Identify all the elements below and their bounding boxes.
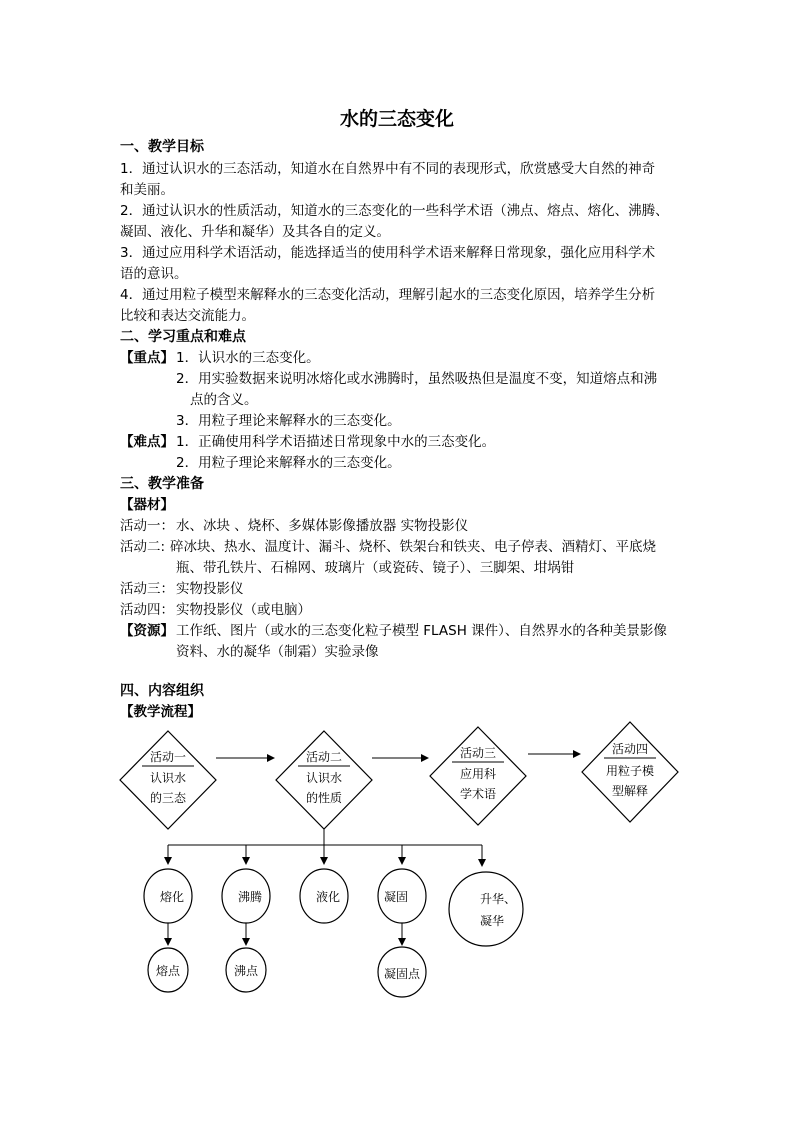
section-heading-organization: 四、内容组织 [120, 683, 204, 699]
svg-text:沸点: 沸点 [233, 964, 259, 978]
difficulty-label: 【难点】 [120, 434, 174, 450]
activity-label: 活动三： [120, 581, 174, 597]
process-circle-sublimation [449, 872, 523, 946]
svg-text:沸腾: 沸腾 [237, 890, 263, 904]
point-circle-melting-point [148, 948, 188, 992]
document-title: 水的三态变化 [339, 108, 454, 130]
diamond-label: 应用科 [459, 767, 497, 781]
point-circle-boiling-point [226, 948, 266, 992]
svg-text:液化: 液化 [315, 890, 341, 904]
diamond-label: 认识水 [305, 771, 343, 785]
section-heading-keypoints: 二、学习重点和难点 [120, 329, 246, 345]
diamond-label: 型解释 [611, 784, 649, 798]
diamond-top-label: 活动一 [149, 750, 187, 764]
activity-label: 活动四： [120, 602, 174, 618]
resources-line: 工作纸、图片（或水的三态变化粒子模型 FLASH 课件）、自然界水的各种美景影像 [176, 623, 667, 639]
activity-diamond-2 [276, 731, 372, 829]
diamond-top-label: 活动三 [459, 746, 497, 760]
point-circle-freezing-point [378, 947, 426, 997]
objective-line: 和美丽。 [120, 182, 174, 198]
activity-label: 活动一： [120, 518, 174, 534]
activity-label: 活动二: [120, 539, 166, 555]
teaching-flow-diagram [0, 700, 794, 1000]
key-line: 点的含义。 [190, 392, 258, 408]
process-circle-melting [144, 869, 192, 923]
difficulty-line: 2．用粒子理论来解释水的三态变化。 [176, 455, 401, 471]
objective-line: 1．通过认识水的三态活动，知道水在自然界中有不同的表现形式，欣赏感受大自然的神奇 [120, 161, 656, 177]
equipment-label: 【器材】 [120, 497, 174, 513]
process-circle-boiling [222, 869, 270, 923]
key-line: 2．用实验数据来说明冰熔化或水沸腾时，虽然吸热但是温度不变，知道熔点和沸 [176, 371, 658, 387]
process-circle-freezing [378, 869, 426, 923]
objective-line: 凝固、液化、升华和凝华）及其各自的定义。 [120, 224, 390, 240]
activity-items: 实物投影仪 [176, 581, 244, 597]
activity-diamond-4 [582, 722, 678, 822]
diamond-label: 的三态 [149, 791, 187, 805]
resources-line: 资料、水的凝华（制霜）实验录像 [176, 644, 379, 660]
key-label: 【重点】 [120, 350, 174, 366]
svg-text:凝固: 凝固 [383, 890, 409, 904]
diamond-label: 学术语 [459, 787, 497, 801]
svg-text:熔点: 熔点 [155, 964, 181, 978]
svg-text:升华、: 升华、 [479, 892, 517, 906]
objective-line: 3．通过应用科学术语活动，能选择适当的使用科学术语来解释日常现象，强化应用科学术 [120, 245, 656, 261]
svg-text:熔化: 熔化 [159, 890, 185, 904]
objective-line: 2．通过认识水的性质活动，知道水的三态变化的一些科学术语（沸点、熔点、熔化、沸腾、 [120, 203, 669, 219]
activity-diamond-1 [120, 731, 216, 829]
process-circle-liquefaction [300, 869, 348, 923]
section-heading-objectives: 一、教学目标 [120, 139, 204, 155]
activity-items: 瓶、带孔铁片、石棉网、玻璃片（或瓷砖、镜子）、三脚架、坩埚钳 [176, 560, 575, 576]
diamond-label: 认识水 [149, 771, 187, 785]
activity-items: 碎冰块、热水、温度计、漏斗、烧杯、铁架台和铁夹、电子停表、酒精灯、平底烧 [170, 539, 656, 555]
activity-items: 水、冰块 、烧杯、多媒体影像播放器 实物投影仪 [176, 518, 469, 534]
diamond-top-label: 活动二 [305, 750, 343, 764]
svg-text:凝固点: 凝固点 [383, 967, 421, 981]
flow-label: 【教学流程】 [120, 704, 201, 720]
diamond-label: 用粒子模 [605, 764, 655, 778]
resources-label: 【资源】 [120, 623, 174, 639]
svg-text:凝华: 凝华 [479, 914, 505, 928]
diamond-label: 的性质 [305, 791, 343, 805]
section-heading-preparation: 三、教学准备 [120, 476, 204, 492]
objective-line: 比较和表达交流能力。 [120, 308, 255, 324]
objective-line: 4．通过用粒子模型来解释水的三态变化活动，理解引起水的三态变化原因，培养学生分析 [120, 287, 656, 303]
activity-items: 实物投影仪（或电脑） [176, 602, 311, 618]
difficulty-line: 1．正确使用科学术语描述日常现象中水的三态变化。 [176, 434, 496, 450]
diamond-top-label: 活动四 [611, 742, 649, 756]
key-line: 3．用粒子理论来解释水的三态变化。 [176, 413, 401, 429]
key-line: 1．认识水的三态变化。 [176, 350, 320, 366]
objective-line: 语的意识。 [120, 266, 188, 282]
activity-diamond-3 [430, 727, 526, 825]
